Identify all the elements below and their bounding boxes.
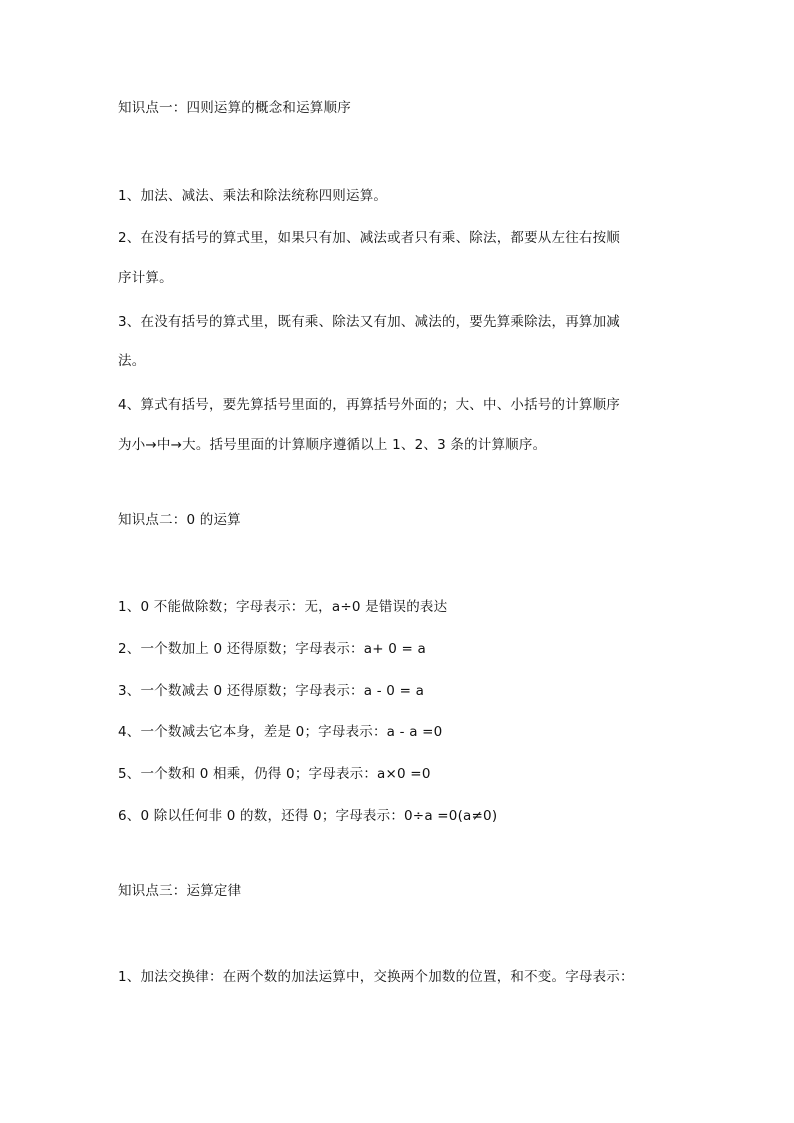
section3-heading: 知识点三：运算定律 (118, 883, 242, 899)
section2-item-1: 1、0 不能做除数；字母表示：无，a÷0 是错误的表达 (118, 599, 448, 615)
section1-item-3-line2: 法。 (118, 353, 146, 369)
section1-item-4-line1: 4、算式有括号，要先算括号里面的，再算括号外面的；大、中、小括号的计算顺序 (118, 397, 620, 413)
section1-item-2-line2: 序计算。 (118, 270, 173, 286)
section2-item-6: 6、0 除以任何非 0 的数，还得 0；字母表示：0÷a =0(a≠0) (118, 808, 498, 824)
section2-heading: 知识点二：0 的运算 (118, 512, 241, 528)
section1-item-3-line1: 3、在没有括号的算式里，既有乘、除法又有加、减法的，要先算乘除法，再算加减 (118, 314, 620, 330)
section2-item-5: 5、一个数和 0 相乘，仍得 0；字母表示：a×0 =0 (118, 766, 431, 782)
section2-item-2: 2、一个数加上 0 还得原数；字母表示：a+ 0 = a (118, 641, 426, 657)
section3-item-1: 1、加法交换律：在两个数的加法运算中，交换两个加数的位置，和不变。字母表示： (118, 969, 634, 985)
section2-item-4: 4、一个数减去它本身，差是 0；字母表示：a - a =0 (118, 724, 443, 740)
section1-heading: 知识点一：四则运算的概念和运算顺序 (118, 100, 351, 116)
section1-item-2-line1: 2、在没有括号的算式里，如果只有加、减法或者只有乘、除法，都要从左往右按顺 (118, 230, 620, 246)
section1-item-4-line2: 为小→中→大。括号里面的计算顺序遵循以上 1、2、3 条的计算顺序。 (118, 437, 547, 453)
section2-item-3: 3、一个数减去 0 还得原数；字母表示：a - 0 = a (118, 683, 425, 699)
section1-item-1: 1、加法、减法、乘法和除法统称四则运算。 (118, 188, 388, 204)
